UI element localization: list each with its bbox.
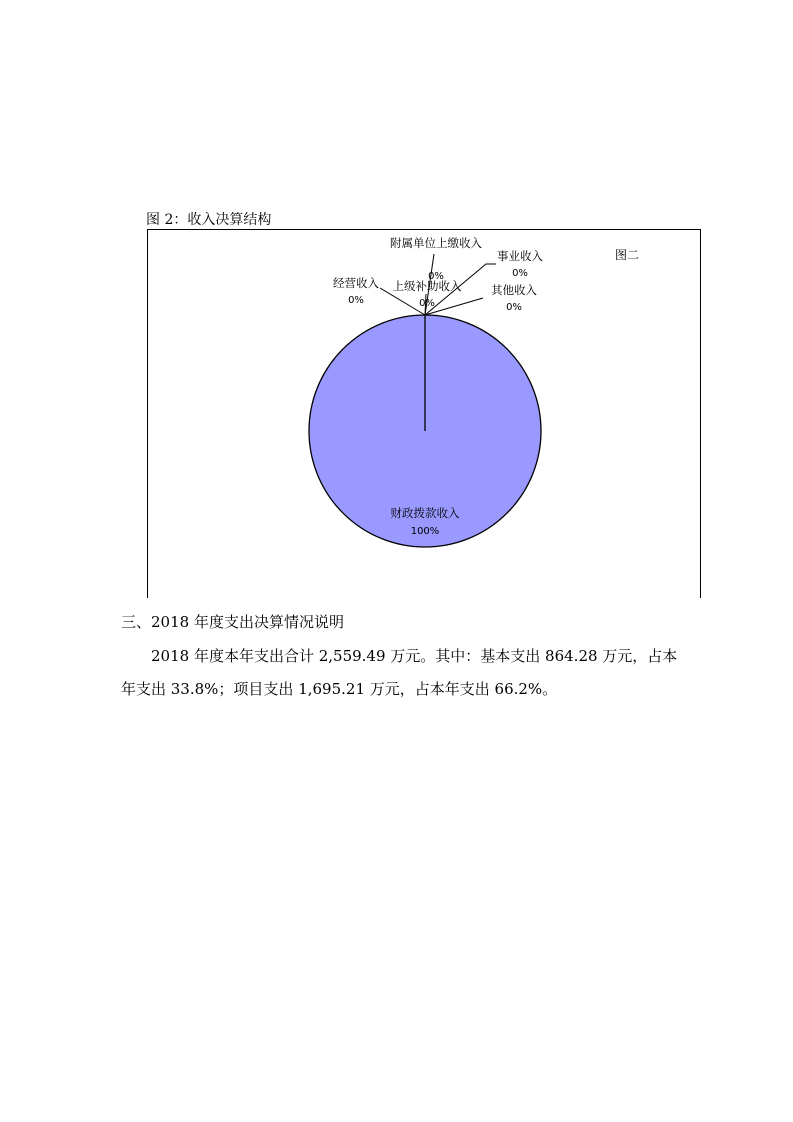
pie-chart: [148, 230, 702, 599]
pie-label-5: 经营收入: [333, 276, 379, 290]
pie-percent-4: 0%: [506, 302, 522, 313]
figure-tag: 图二: [615, 248, 640, 262]
pie-percent-0: 100%: [410, 526, 440, 537]
pie-percent-3: 0%: [512, 268, 528, 279]
pie-percent-5: 0%: [348, 295, 364, 306]
pie-percent-2: 0%: [428, 271, 444, 282]
body-paragraph: 2018 年度本年支出合计 2,559.49 万元。其中：基本支出 864.28 万元，占本年支出 33.8%；项目支出 1,695.21 万元，占本年支出 66.2%。: [121, 647, 678, 698]
pie-label-4: 其他收入: [491, 283, 537, 297]
pie-label-3: 事业收入: [497, 249, 543, 263]
pie-chart-frame: [147, 229, 701, 598]
figure-caption: 图 2：收入决算结构: [146, 212, 272, 228]
pie-percent-1: 0%: [419, 298, 435, 309]
pie-label-2: 附属单位上缴收入: [390, 236, 482, 250]
pie-label-0: 财政拨款收入: [390, 506, 460, 520]
pie-label-1: 上级补助收入: [392, 279, 462, 293]
section-heading: 三、2018 年度支出决算情况说明: [121, 613, 344, 631]
